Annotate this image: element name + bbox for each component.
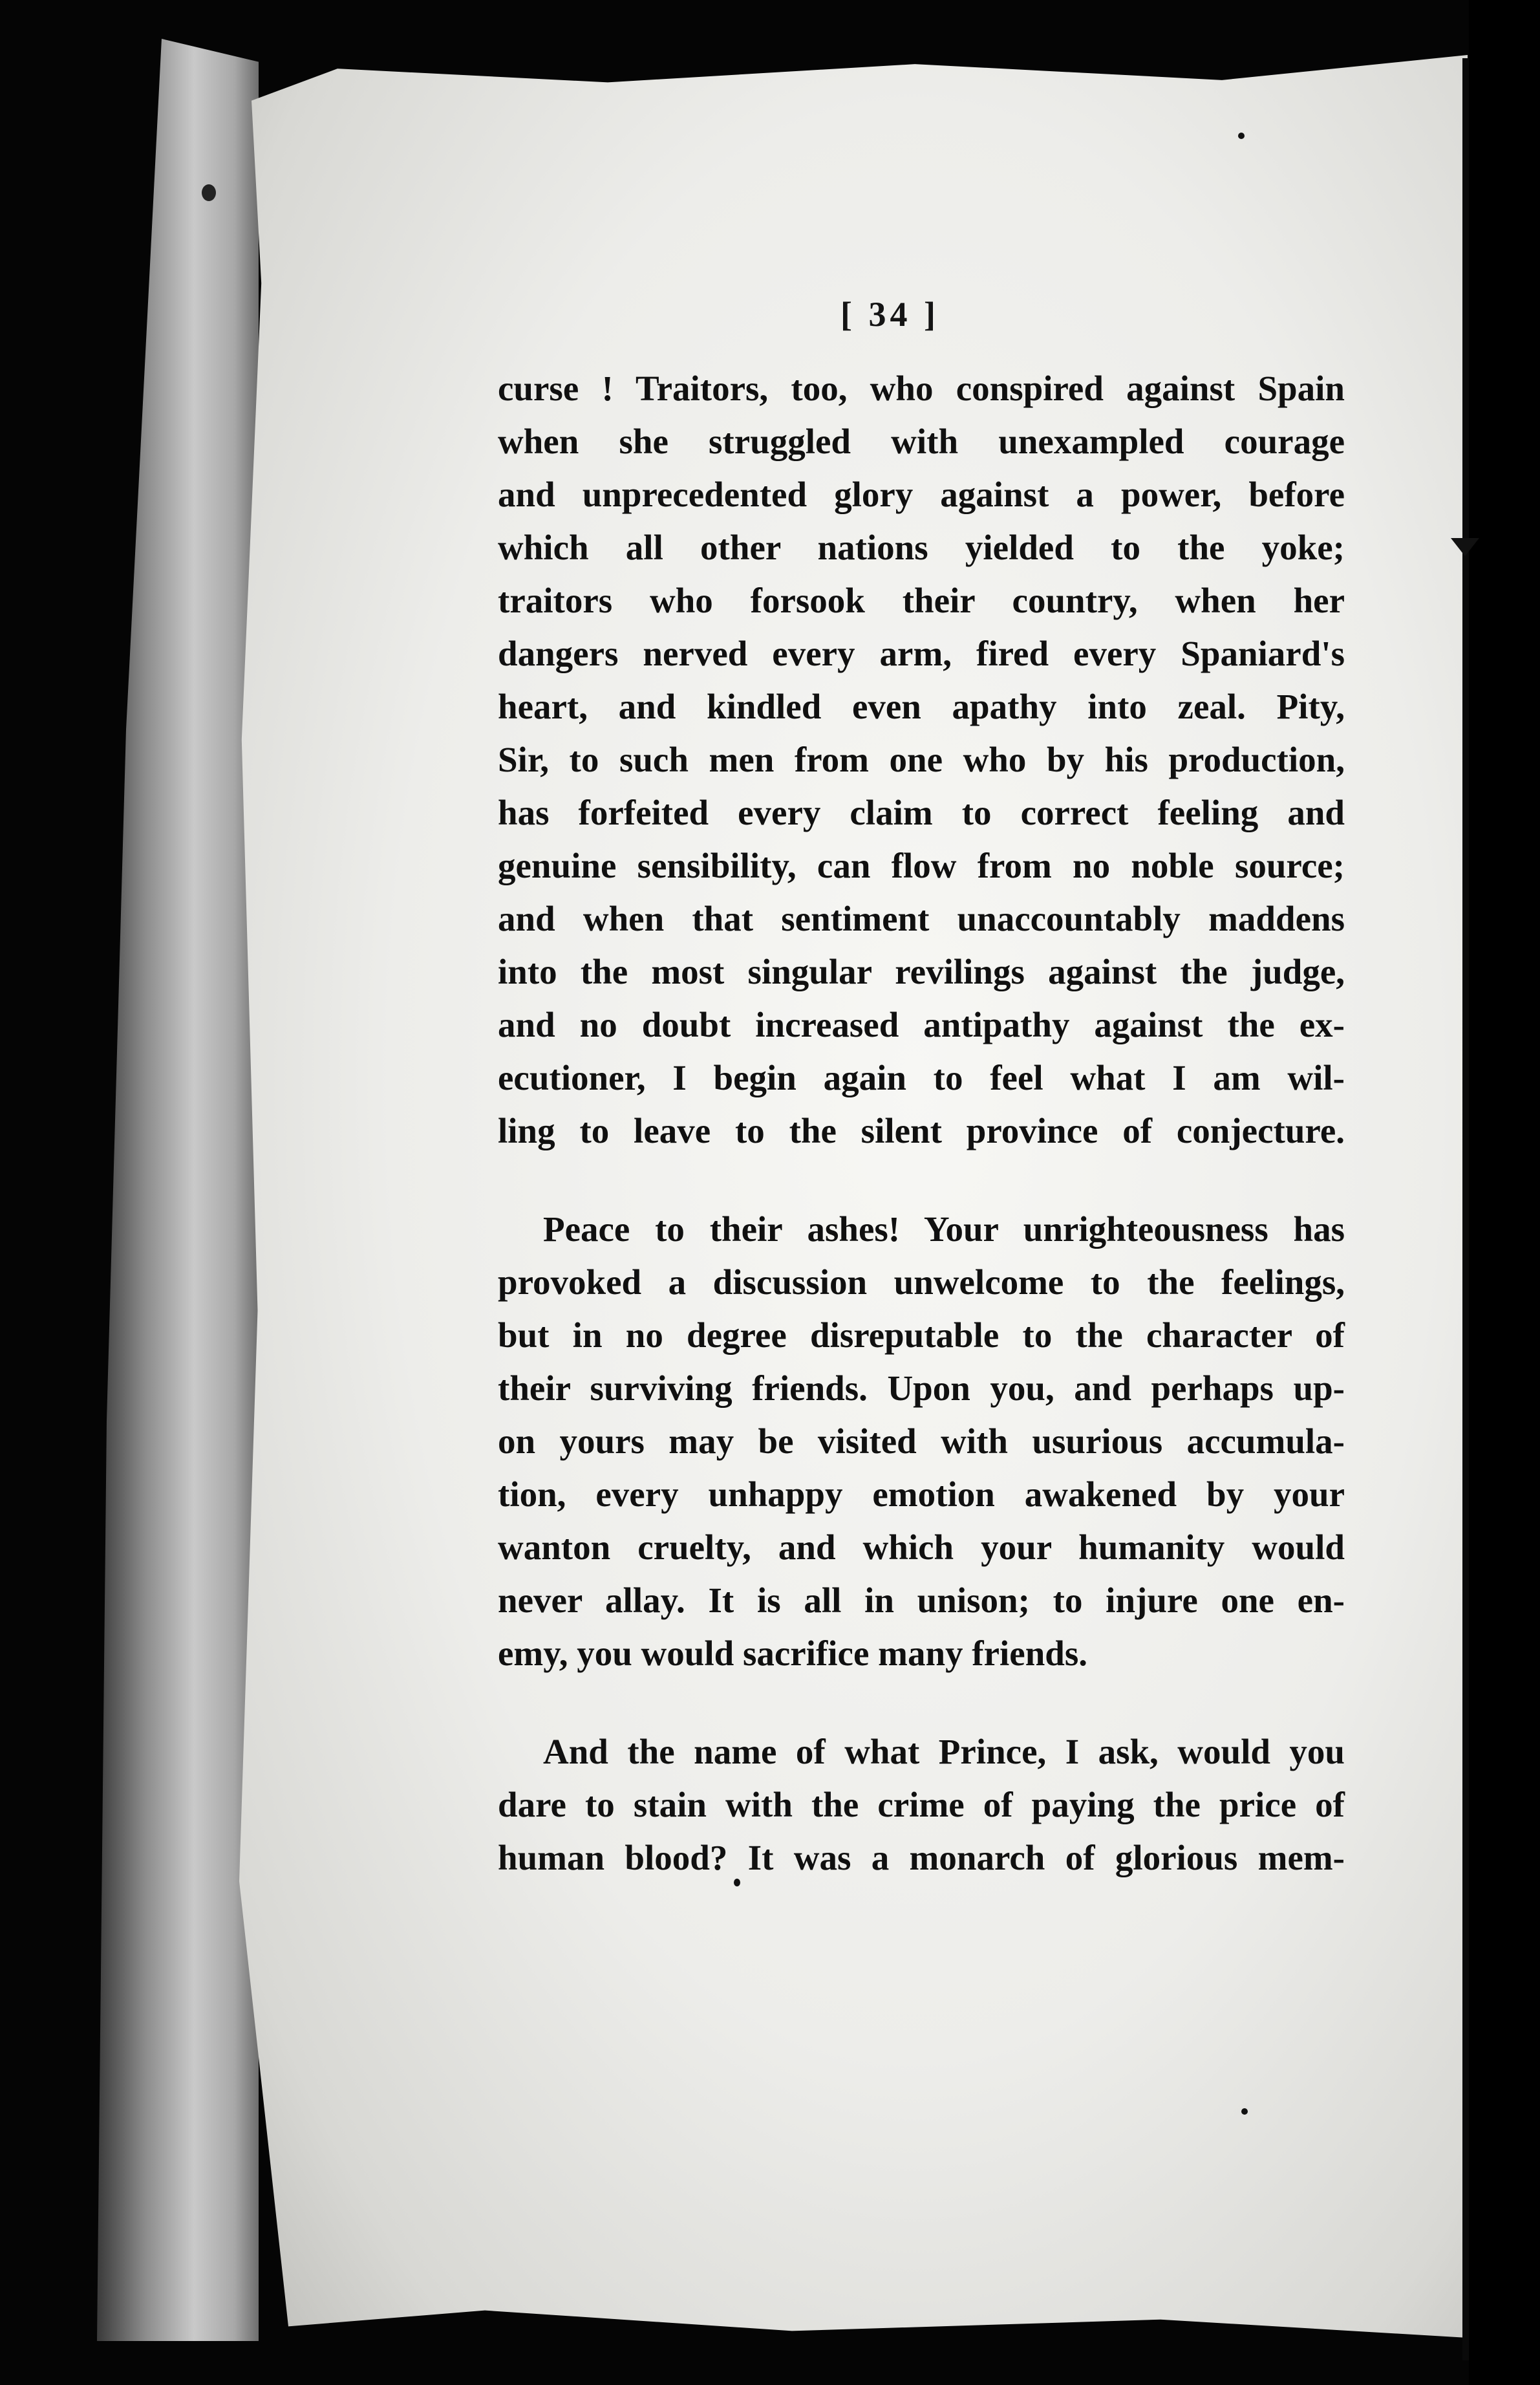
paragraph-gap (498, 1680, 1345, 1725)
page-number: [ 34 ] (840, 295, 939, 334)
text-line: dare to stain with the crime of paying the price of (498, 1785, 1345, 1824)
text-line: emy, you would sacrifice many friends. (498, 1634, 1088, 1673)
text-line: tion, every unhappy emotion awakened by your (498, 1474, 1345, 1514)
text-line: ecutioner, I begin again to feel what I am wil- (498, 1058, 1345, 1097)
text-line: genuine sensibility, can flow from no noble source; (498, 846, 1345, 885)
text-line: and no doubt increased antipathy against the ex- (498, 1005, 1345, 1044)
text-line: curse ! Traitors, too, who conspired against Spain (498, 369, 1345, 408)
text-line: Peace to their ashes! Your unrighteousness has (543, 1209, 1345, 1249)
text-line: And the name of what Prince, I ask, would you (543, 1732, 1345, 1771)
paragraph (498, 362, 1345, 1158)
arrow-marker-icon (1451, 538, 1479, 556)
paragraph (498, 1203, 1345, 1680)
right-margin (1469, 0, 1540, 2385)
paragraph (498, 1725, 1345, 1884)
text-line: when she struggled with unexampled courage (498, 422, 1345, 461)
paragraph-gap (498, 1158, 1345, 1203)
ink-speck (202, 184, 216, 201)
text-line: heart, and kindled even apathy into zeal. Pity, (498, 687, 1345, 726)
ink-speck (1241, 2108, 1248, 2115)
text-line: traitors who forsook their country, when her (498, 581, 1345, 620)
binding-edge (97, 39, 259, 2341)
text-line: wanton cruelty, and which your humanity would (498, 1527, 1345, 1567)
text-line: ling to leave to the silent province of conjecture. (498, 1111, 1345, 1150)
text-line: on yours may be visited with usurious accumula- (498, 1421, 1345, 1461)
text-line: into the most singular revilings against the judge, (498, 952, 1345, 991)
text-line: dangers nerved every arm, fired every Spaniard's (498, 634, 1345, 673)
text-line: but in no degree disreputable to the character of (498, 1315, 1345, 1355)
text-line: their surviving friends. Upon you, and perhaps up- (498, 1368, 1345, 1408)
body-text (498, 362, 1345, 1884)
text-line: Sir, to such men from one who by his production, (498, 740, 1345, 779)
text-line: and unprecedented glory against a power, before (498, 475, 1345, 514)
text-line: human blood? It was a monarch of glorious mem- (498, 1838, 1345, 1877)
ink-speck (1238, 133, 1245, 139)
text-line: never allay. It is all in unison; to injure one en- (498, 1581, 1345, 1620)
right-rule (1462, 58, 1469, 2360)
text-line: has forfeited every claim to correct feeling and (498, 793, 1345, 832)
text-line: provoked a discussion unwelcome to the feelings, (498, 1262, 1345, 1302)
text-line: and when that sentiment unaccountably maddens (498, 899, 1345, 938)
text-line: which all other nations yielded to the yoke; (498, 528, 1345, 567)
